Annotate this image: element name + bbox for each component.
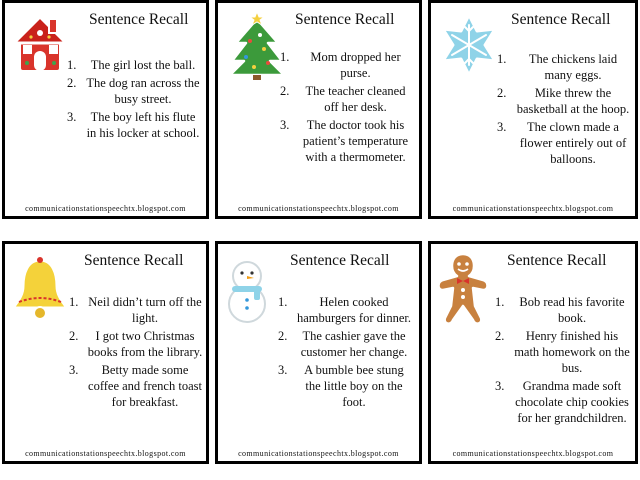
card-3 <box>428 0 638 219</box>
list-item: 1. Helen cooked hamburgers for dinner. <box>278 295 411 325</box>
sentence-list <box>497 51 631 169</box>
list-item: 1. Mom dropped her purse. <box>280 50 401 80</box>
card-2 <box>215 0 422 219</box>
card-title: Sentence Recall <box>295 11 395 28</box>
sentence-list <box>280 49 413 167</box>
bell-icon <box>7 256 73 327</box>
sentence-list <box>67 57 201 143</box>
gingerbread-house-icon <box>11 13 69 80</box>
list-item: 3. The doctor took his patient’s temperature with a thermometer. <box>280 118 409 164</box>
list-item: 2. Henry finished his math homework on the bus. <box>495 329 630 375</box>
list-item: 2. Mike threw the basketball at the hoop. <box>497 86 630 116</box>
card-title: Sentence Recall <box>290 252 390 269</box>
card-footer: communicationstationspeechtx.blogspot.com <box>25 449 186 458</box>
card-title: Sentence Recall <box>84 252 184 269</box>
list-item: 3. The clown made a flower entirely out of balloons. <box>497 120 627 166</box>
list-item: 2. The dog ran across the busy street. <box>67 76 200 106</box>
list-item: 2. I got two Christmas books from the library. <box>69 329 203 359</box>
sentence-list <box>69 294 203 412</box>
card-footer: communicationstationspeechtx.blogspot.com <box>452 204 614 213</box>
list-item: 2. The teacher cleaned off her desk. <box>280 84 406 114</box>
sentence-list <box>278 294 412 412</box>
christmas-tree-icon <box>226 11 288 86</box>
snowflake-icon <box>437 13 501 82</box>
card-footer: communicationstationspeechtx.blogspot.com <box>238 204 399 213</box>
list-item: 1. Neil didn’t turn off the light. <box>69 295 202 325</box>
card-title: Sentence Recall <box>507 252 607 269</box>
list-item: 3. Grandma made soft chocolate chip cookies for her grandchildren. <box>495 379 629 425</box>
sentence-list <box>495 294 631 428</box>
list-item: 1. Bob read his favorite book. <box>495 295 625 325</box>
list-item: 3. A bumble bee stung the little boy on the foot. <box>278 363 404 409</box>
card-1 <box>2 0 209 219</box>
list-item: 1. The girl lost the ball. <box>67 58 196 72</box>
card-4 <box>2 241 209 464</box>
card-5 <box>215 241 422 464</box>
list-item: 1. The chickens laid many eggs. <box>497 52 618 82</box>
card-6 <box>428 241 638 464</box>
snowman-icon <box>220 256 274 329</box>
card-footer: communicationstationspeechtx.blogspot.com <box>452 449 614 458</box>
card-footer: communicationstationspeechtx.blogspot.com <box>25 204 186 213</box>
card-footer: communicationstationspeechtx.blogspot.com <box>238 449 399 458</box>
card-title: Sentence Recall <box>511 11 611 28</box>
list-item: 3. Betty made some coffee and french toast for breakfast. <box>69 363 202 409</box>
card-title: Sentence Recall <box>89 11 189 28</box>
gingerbread-man-icon <box>433 250 493 331</box>
list-item: 3. The boy left his flute in his locker at school. <box>67 110 200 140</box>
list-item: 2. The cashier gave the customer her change. <box>278 329 408 359</box>
